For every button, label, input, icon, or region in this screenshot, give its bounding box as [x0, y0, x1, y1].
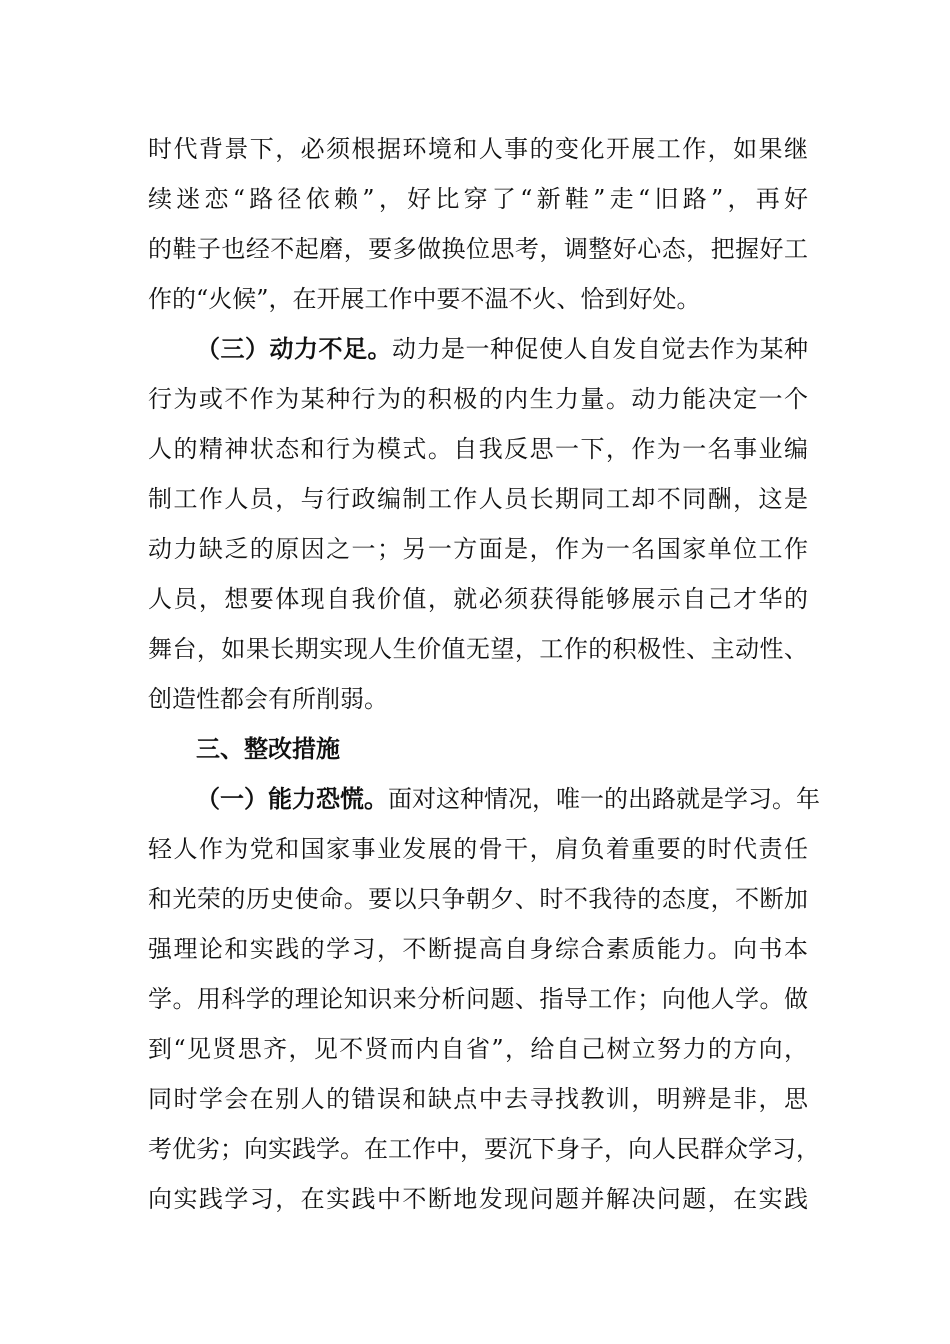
paragraph-line: 考优劣；向实践学。在工作中，要沉下身子，向人民群众学习， — [148, 1135, 820, 1163]
paragraph-text: 面对这种情况，唯一的出路就是学习。年 — [388, 785, 820, 813]
document-body — [148, 124, 820, 1224]
paragraph-line: 学。用科学的理论知识来分析问题、指导工作；向他人学。做 — [148, 985, 808, 1013]
paragraph-line: 人的精神状态和行为模式。自我反思一下，作为一名事业编 — [148, 435, 808, 463]
paragraph-line: 舞台，如果长期实现人生价值无望，工作的积极性、主动性、 — [148, 635, 808, 663]
paragraph-first-line — [148, 774, 820, 824]
paragraph-line: 续迷恋“路径依赖”，好比穿了“新鞋”走“旧路”，再好 — [148, 185, 808, 213]
paragraph-line: 行为或不作为某种行为的积极的内生力量。动力能决定一个 — [148, 385, 808, 413]
paragraph-line: 动力缺乏的原因之一；另一方面是，作为一名国家单位工作 — [148, 535, 808, 563]
subsection-heading: （三）动力不足。 — [196, 334, 392, 363]
section-heading: 三、整改措施 — [196, 734, 340, 763]
paragraph-line: 时代背景下，必须根据环境和人事的变化开展工作，如果继 — [148, 135, 808, 163]
paragraph-line: 创造性都会有所削弱。 — [148, 685, 388, 713]
paragraph-line: 和光荣的历史使命。要以只争朝夕、时不我待的态度，不断加 — [148, 885, 808, 913]
paragraph-line: 同时学会在别人的错误和缺点中去寻找教训，明辨是非，思 — [148, 1085, 808, 1113]
paragraph-line: 人员，想要体现自我价值，就必须获得能够展示自己才华的 — [148, 585, 808, 613]
paragraph-line: 到“见贤思齐，见不贤而内自省”，给自己树立努力的方向， — [148, 1035, 808, 1063]
paragraph-line: 轻人作为党和国家事业发展的骨干，肩负着重要的时代责任 — [148, 835, 808, 863]
paragraph-line: 作的“火候”，在开展工作中要不温不火、恰到好处。 — [148, 285, 701, 313]
paragraph-line: 的鞋子也经不起磨，要多做换位思考，调整好心态，把握好工 — [148, 235, 808, 263]
subsection-heading: （一）能力恐慌。 — [196, 784, 388, 813]
paragraph-first-line — [148, 324, 808, 374]
paragraph-line: 强理论和实践的学习，不断提高自身综合素质能力。向书本 — [148, 935, 808, 963]
paragraph-text: 动力是一种促使人自发自觉去作为某种 — [392, 335, 808, 363]
paragraph-line: 向实践学习，在实践中不断地发现问题并解决问题，在实践 — [148, 1185, 808, 1213]
paragraph-line: 制工作人员，与行政编制工作人员长期同工却不同酬，这是 — [148, 485, 808, 513]
